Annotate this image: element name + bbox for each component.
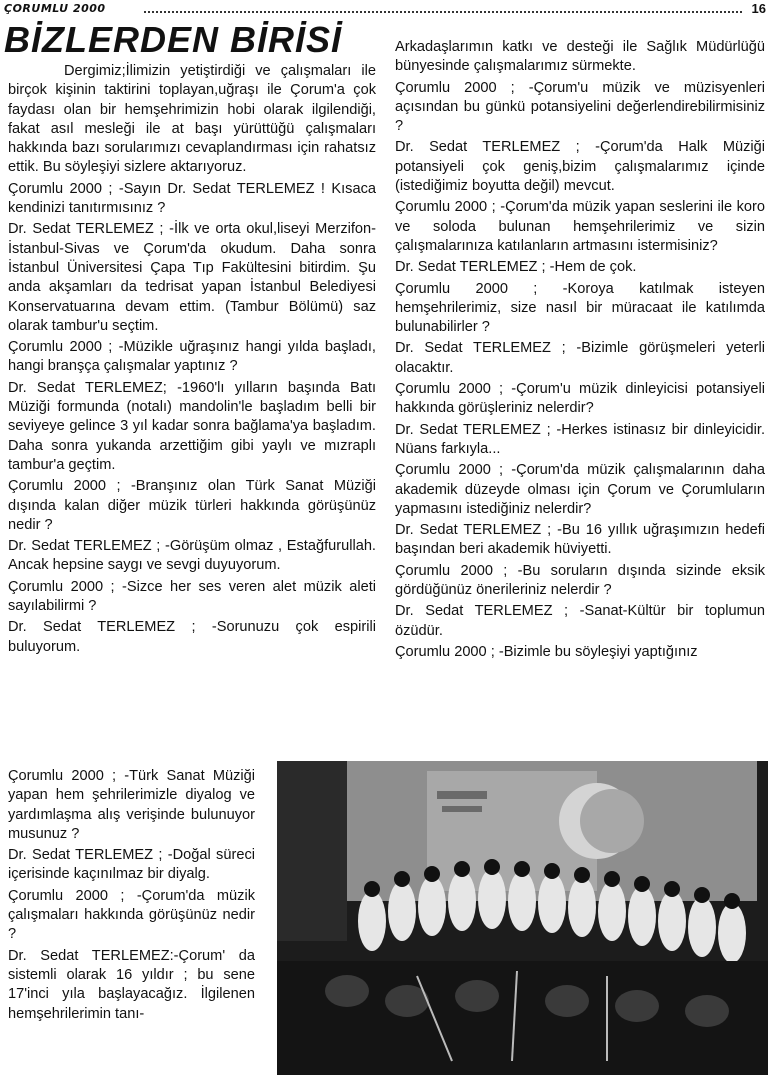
question-7: Çorumlu 2000 ; -Çorum'u müzik ve müzisyenleri açısından bu günkü potansiyelini değerlendirebilirmisiniz ? [395,79,765,135]
question-13: Çorumlu 2000 ; -Bizimle bu söyleşiyi yaptığınız [395,643,698,660]
lower-left-column [8,767,255,1026]
intro-paragraph: Dergimiz;İlimizin yetiştirdiği ve çalışmaları ile birçok kişinin taktirini toplayan,uğraşı ile Çorum'a çok faydası olan bir hemşehrimizin hobi olarak ilgilendiği, fakat asıl mesleği ile at başı yürüttüğü çalışmaları hakkında bazı sorularımızı cevaplandırması için rahatsız ettik. Bu söyleşiyi sizlere aktarıyoruz. [8,63,376,176]
question-2: Çorumlu 2000 ; -Müzikle uğraşınız hangi yılda başladı, hangi branşça çalışmalar yaptınız ? [8,339,376,375]
question-12: Çorumlu 2000 ; -Bu soruların dışında sizinde eksik gördüğünüz önerileriniz nelerdir ? [395,562,765,599]
answer-1: Dr. Sedat TERLEMEZ ; -İlk ve orta okul,liseyi Merzifon-İstanbul-Sivas ve Çorum'da okudum. Daha sonra İstanbul Üniversitesi Çapa Tıp Fakültesini bitirdim. Şu anda akşamları da tedrisat yapan İstanbul Belediyesi Konservatuarına devam ettim. (Tambur Bölümü) saz olarak tambur'u seçtim. [8,221,376,334]
question-3: Çorumlu 2000 ; -Branşınız olan Türk Sanat Müziği dışında kalan diğer müzik türleri hakkında görüşünüz nedir ? [8,478,376,533]
question-6: Çorumlu 2000 ; -Çorum'da müzik çalışmaları hakkında görüşünüz nedir ? [8,887,255,943]
answer-8: Dr. Sedat TERLEMEZ ; -Hem de çok. [395,259,637,276]
question-9: Çorumlu 2000 ; -Koroya katılmak isteyen hemşehrilerimiz, size nasıl bir müracaat ile katılımda bulunabilirler ? [395,280,765,336]
question-4: Çorumlu 2000 ; -Sizce her ses veren alet müzik aleti sayılabilirmi ? [8,578,376,615]
answer-5: Dr. Sedat TERLEMEZ ; -Doğal süreci içerisinde kaçınılmaz bir diyalg. [8,847,255,883]
answer-2: Dr. Sedat TERLEMEZ; -1960'lı yılların başında Batı Müziği formunda (notalı) mandolin'le başladım belli bir seviyeye gelince 3 yıl kadar sonra bağlama'ya başladım. Daha sonra yukanda arzettiğim gibi yaylı ve mızraplı tambur'a geçtim. [8,379,376,473]
right-column [395,38,765,664]
answer-12: Dr. Sedat TERLEMEZ ; -Sanat-Kültür bir toplumun özüdür. [395,603,765,639]
answer-7: Dr. Sedat TERLEMEZ ; -Çorum'da Halk Müziği potansiyeli çok geniş,bizim çalışmalarımız içinde (istediğimiz boyutta değil) mevcut. [395,139,765,195]
question-1: Çorumlu 2000 ; -Sayın Dr. Sedat TERLEMEZ ! Kısaca kendinizi tanıtırmısınız ? [8,180,376,217]
header-dotted-rule [144,11,742,13]
article-title: BİZLERDEN BİRİSİ [4,19,343,60]
page-header [4,2,766,16]
choir-photo [277,761,768,1075]
page-number: 16 [751,1,766,16]
answer-6: Dr. Sedat TERLEMEZ:-Çorum' da sistemli olarak 16 yıldır ; bu sene 17'inci yıla başlayacağız. İlgilenen hemşehrilerimin tanı- [8,947,255,1022]
question-8: Çorumlu 2000 ; -Çorum'da müzik yapan seslerini ile koro ve soloda bulunan hemşehrilerimiz ve sizin çalışmalarınıza katılanların artmasını istermisiniz? [395,199,765,254]
question-10: Çorumlu 2000 ; -Çorum'u müzik dinleyicisi potansiyeli hakkında görüşleriniz nelerdir? [395,381,765,417]
answer-11: Dr. Sedat TERLEMEZ ; -Bu 16 yıllık uğraşımızın hedefi başından beri akademik hüviyetti. [395,522,765,558]
answer-4: Dr. Sedat TERLEMEZ ; -Sorunuzu çok espirili buluyorum. [8,619,376,655]
answer-6-continued: Arkadaşlarımın katkı ve desteği ile Sağlık Müdürlüğü bünyesinde çalışmalarımız sürmekte. [395,39,765,75]
question-5: Çorumlu 2000 ; -Türk Sanat Müziği yapan hem şehrilerimizle diyalog ve yardımlaşma alış verişinde bulunuyor musunuz ? [8,768,255,842]
answer-9: Dr. Sedat TERLEMEZ ; -Bizimle görüşmeleri yeterli olacaktır. [395,340,765,376]
question-11: Çorumlu 2000 ; -Çorum'da müzik çalışmalarının daha akademik düzeyde olması için Çorum ve Çorumluların yapmasını istediğiniz nelerdir? [395,462,765,517]
magazine-logo: ÇORUMLU 2000 [4,2,106,15]
answer-10: Dr. Sedat TERLEMEZ ; -Herkes istinasız bir dinleyicidir. Nüans farkıyla... [395,421,765,457]
answer-3: Dr. Sedat TERLEMEZ ; -Görüşüm olmaz , Estağfurullah. Ancak hepsine saygı ve sevgi duyuyorum. [8,538,376,574]
left-column [8,62,376,659]
